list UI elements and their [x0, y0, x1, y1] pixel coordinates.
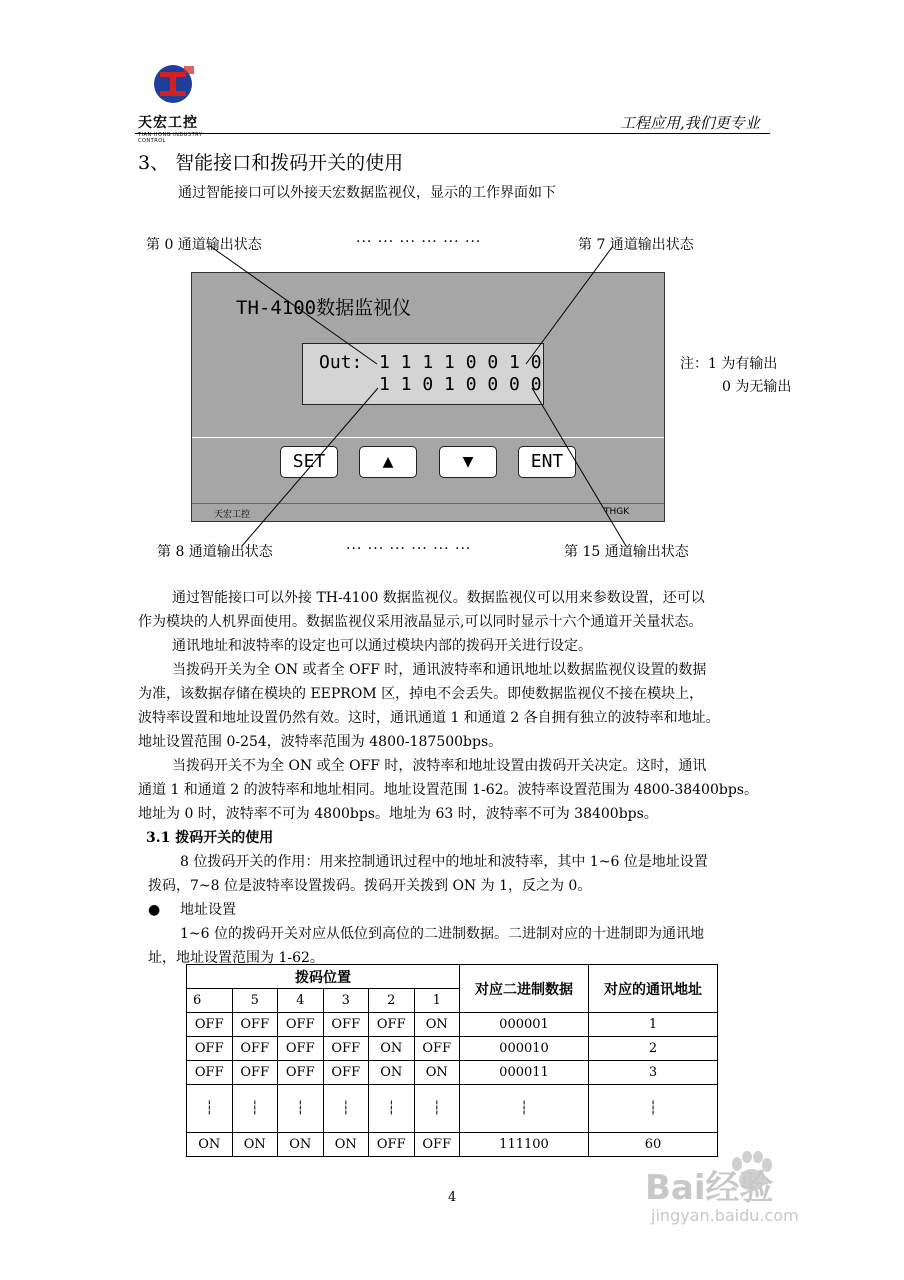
- table-cell: OFF: [369, 1013, 415, 1037]
- table-cell: OFF: [414, 1133, 460, 1157]
- label-channel-0: 第 0 通道输出状态: [146, 237, 262, 253]
- pointer-lines: [0, 0, 904, 600]
- table-cell-binary: 000011: [460, 1061, 589, 1085]
- lcd-row-2: 1 1 0 1 0 0 0 0: [379, 374, 542, 395]
- bit-header: 5: [232, 989, 278, 1013]
- table-header-row: [187, 965, 718, 989]
- set-button[interactable]: SET: [280, 446, 338, 478]
- table-cell: ON: [232, 1133, 278, 1157]
- table-cell: OFF: [323, 1037, 369, 1061]
- table-cell: ON: [323, 1133, 369, 1157]
- table-row: [187, 1013, 718, 1037]
- table-cell: ┆: [323, 1085, 369, 1133]
- table-row-ellipsis: [187, 1085, 718, 1133]
- table-cell: ┆: [414, 1085, 460, 1133]
- table-cell: OFF: [232, 1013, 278, 1037]
- table-cell: ON: [369, 1037, 415, 1061]
- section-intro: 通过智能接口可以外接天宏数据监视仪，显示的工作界面如下: [178, 185, 556, 201]
- ent-button[interactable]: ENT: [518, 446, 576, 478]
- bit-header: 6: [187, 989, 233, 1013]
- table-cell: OFF: [278, 1013, 324, 1037]
- table-cell: OFF: [323, 1013, 369, 1037]
- table-cell-address: 1: [589, 1013, 718, 1037]
- subsection-title: 3.1 拨码开关的使用: [146, 830, 274, 846]
- table-cell: OFF: [414, 1037, 460, 1061]
- para-line: 波特率设置和地址设置仍然有效。这时，通讯通道 1 和通道 2 各自拥有独立的波特率和地址。: [138, 710, 720, 726]
- para-line: 为准，该数据存储在模块的 EEPROM 区，掉电不会丢失。即使数据监视仪不接在模块上，: [138, 686, 704, 702]
- dots-bottom: ··· ··· ··· ··· ··· ···: [346, 541, 472, 557]
- table-cell: OFF: [232, 1061, 278, 1085]
- lcd-prefix: Out:: [319, 352, 363, 373]
- para-line: 通过智能接口可以外接 TH-4100 数据监视仪。数据监视仪可以用来参数设置，还可以: [172, 590, 705, 606]
- table-cell-address: 2: [589, 1037, 718, 1061]
- subsection-line-2: 拨码，7~8 位是波特率设置拨码。拨码开关拨到 ON 为 1，反之为 0。: [148, 878, 592, 894]
- table-cell: OFF: [278, 1061, 324, 1085]
- label-channel-8: 第 8 通道输出状态: [157, 544, 273, 560]
- table-cell: ON: [414, 1013, 460, 1037]
- header-address: 对应的通讯地址: [589, 965, 718, 1013]
- para-line: 地址为 0 时，波特率不可为 4800bps。地址为 63 时，波特率不可为 38400bps。: [138, 806, 658, 822]
- para-line: 当拨码开关不为全 ON 或全 OFF 时，波特率和地址设置由拨码开关决定。这时，通讯: [172, 758, 707, 774]
- table-cell-address: 60: [589, 1133, 718, 1157]
- table-cell: ┆: [232, 1085, 278, 1133]
- table-cell-address: 3: [589, 1061, 718, 1085]
- bit-header: 3: [323, 989, 369, 1013]
- table-cell: OFF: [187, 1013, 233, 1037]
- table-cell: ┆: [187, 1085, 233, 1133]
- label-channel-7: 第 7 通道输出状态: [578, 237, 694, 253]
- table-cell: ON: [369, 1061, 415, 1085]
- table-cell-binary: 111100: [460, 1133, 589, 1157]
- lcd-row-1: 1 1 1 1 0 0 1 0: [379, 352, 542, 373]
- section-title: 3、 智能接口和拨码开关的使用: [138, 152, 404, 174]
- note-line-2: 0 为无输出: [722, 379, 792, 395]
- table-row: [187, 1037, 718, 1061]
- device-title: TH-4100数据监视仪: [236, 297, 412, 319]
- brand-right: THGK: [604, 507, 630, 517]
- para-line: 当拨码开关为全 ON 或者全 OFF 时，通讯波特率和通讯地址以数据监视仪设置的数据: [172, 662, 707, 678]
- table-row: [187, 1133, 718, 1157]
- header-binary: 对应二进制数据: [460, 965, 589, 1013]
- table-cell: OFF: [187, 1061, 233, 1085]
- table-cell-address: ┆: [589, 1085, 718, 1133]
- table-cell: OFF: [187, 1037, 233, 1061]
- para-line: 通讯地址和波特率的设定也可以通过模块内部的拨码开关进行设定。: [172, 638, 592, 654]
- down-button[interactable]: ▼: [439, 446, 497, 478]
- bullet-icon: ●: [148, 902, 161, 918]
- slogan: 工程应用,我们更专业: [620, 114, 760, 132]
- bit-header: 1: [414, 989, 460, 1013]
- para-line: 通道 1 和通道 2 的波特率和地址相同。地址设置范围 1-62。波特率设置范围为 4800-38400bps。: [138, 782, 758, 798]
- para-line: 作为模块的人机界面使用。数据监视仪采用液晶显示,可以同时显示十六个通道开关量状态。: [138, 614, 703, 630]
- page-number: 4: [448, 1190, 457, 1205]
- header-dip-position: 拨码位置: [187, 965, 460, 989]
- table-cell: ┆: [369, 1085, 415, 1133]
- bit-header: 2: [369, 989, 415, 1013]
- note-line-1: 注：1 为有输出: [680, 356, 778, 372]
- bit-header: 4: [278, 989, 324, 1013]
- table-row: [187, 1061, 718, 1085]
- table-cell-binary: ┆: [460, 1085, 589, 1133]
- table-cell: OFF: [232, 1037, 278, 1061]
- up-button[interactable]: ▲: [359, 446, 417, 478]
- logo-text: 天宏工控: [138, 115, 198, 131]
- subsection-line-4: 址，地址设置范围为 1-62。: [148, 950, 324, 966]
- table-cell: ┆: [278, 1085, 324, 1133]
- subsection-line-3: 1~6 位的拨码开关对应从低位到高位的二进制数据。二进制对应的十进制即为通讯地: [180, 926, 704, 942]
- logo-subtext: TIAN HONG INDUSTRY CONTROL: [138, 132, 203, 144]
- table-cell-binary: 000001: [460, 1013, 589, 1037]
- watermark-url: jingyan.baidu.com: [651, 1206, 799, 1225]
- table-cell: OFF: [369, 1133, 415, 1157]
- table-cell-binary: 000010: [460, 1037, 589, 1061]
- table-cell: ON: [414, 1061, 460, 1085]
- label-channel-15: 第 15 通道输出状态: [564, 544, 689, 560]
- bullet-title: 地址设置: [180, 902, 236, 918]
- dip-switch-table: [186, 964, 718, 1157]
- table-cell: OFF: [278, 1037, 324, 1061]
- dots-top: ··· ··· ··· ··· ··· ···: [356, 234, 482, 250]
- brand-left: 天宏工控: [214, 510, 251, 520]
- table-cell: ON: [187, 1133, 233, 1157]
- table-cell: ON: [278, 1133, 324, 1157]
- table-cell: OFF: [323, 1061, 369, 1085]
- subsection-line-1: 8 位拨码开关的作用：用来控制通讯过程中的地址和波特率，其中 1~6 位是地址设置: [180, 854, 708, 870]
- watermark-main: Bai经验: [645, 1168, 774, 1208]
- para-line: 地址设置范围 0-254，波特率范围为 4800-187500bps。: [138, 734, 503, 750]
